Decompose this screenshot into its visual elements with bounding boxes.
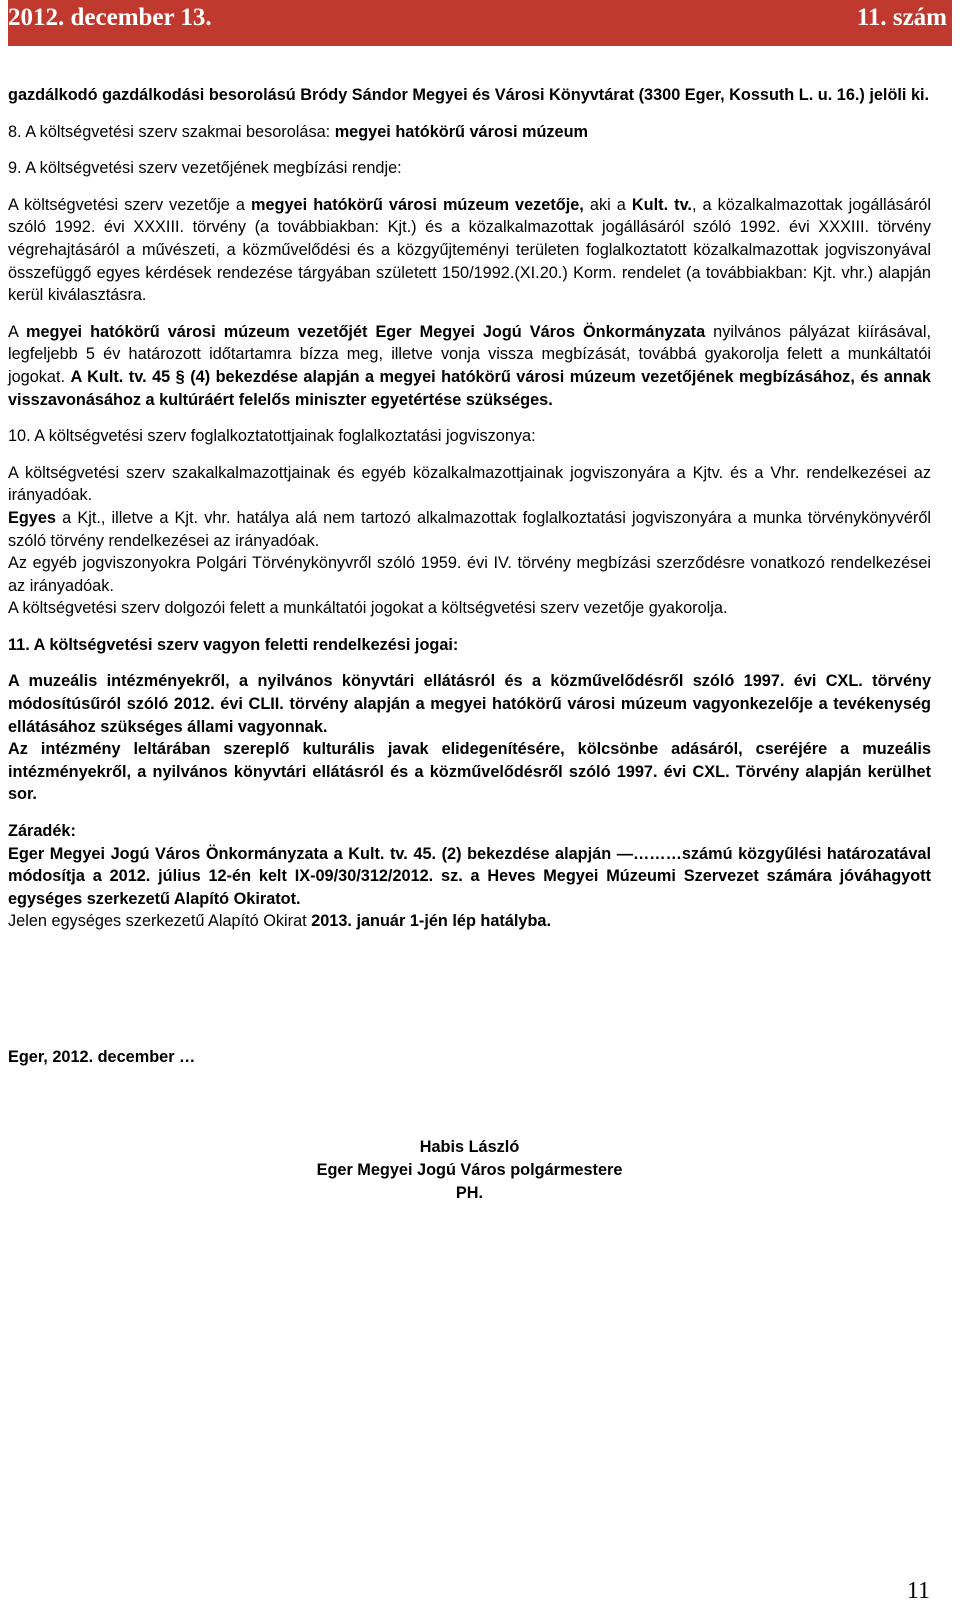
- text: A: [8, 322, 26, 341]
- page-number: 11: [906, 1578, 930, 1604]
- text: a Kjt., illetve a Kjt. vhr. hatálya alá nem tartozó alkalmazottak foglalkoztatási jogviszonyára a munka törvénykönyvéről szóló törvény rendelkezései az irányadóak.: [8, 508, 931, 550]
- header-date: 2012. december 13.: [8, 4, 212, 31]
- zaradek-paragraph-1: Eger Megyei Jogú Város Önkormányzata a Kult. tv. 45. (2) bekezdése alapján —………számú közgyűlési határozatával módosítja a 2012. július 12-én kelt IX-09/30/312/2012. sz. a Heves Megyei Múzeumi Szervezet számára jóváhagyott egységes szerkezetű Alapító Okiratot.: [8, 844, 931, 908]
- section-8-label: 8. A költségvetési szerv szakmai besorolása:: [8, 122, 335, 141]
- text: 2013. január 1-jén lép hatályba.: [311, 912, 551, 931]
- section-9-paragraph-2: [8, 321, 931, 411]
- text: Jelen egységes szerkezetű Alapító Okirat: [8, 912, 312, 931]
- zaradek-title: Záradék:: [8, 822, 76, 841]
- section-11-paragraph-2: Az intézmény leltárában szereplő kulturális javak elidegenítésére, kölcsönbe adásáról, cseréjére a muzeális intézményekről, a nyilvános könyvtári ellátásról és a közművelődésről szóló 1997. évi CXL. Törvény alapján kerülhet sor.: [8, 740, 931, 804]
- header-issue: 11. szám: [856, 4, 947, 31]
- page-header: [8, 0, 952, 46]
- text: nyilvános pályázat kiírásával, legfeljebb 5 év határozott időtartamra bízza meg, illetve vonja vissza megbízását, továbbá gyakorolja felett a munkáltatói jogokat.: [8, 322, 931, 386]
- section-10-paragraph-4: A költségvetési szerv dolgozói felett a munkáltatói jogokat a költségvetési szerv vezetője gyakorolja.: [8, 599, 728, 618]
- text: megyei hatókörű városi múzeum vezetőjét Eger Megyei Jogú Város Önkormányzata: [25, 322, 706, 341]
- section-11-paragraph-1: A muzeális intézményekről, a nyilvános könyvtári ellátásról és a közművelődésről szóló 1997. évi CXL. törvény módosítúsűról szóló 2012. évi CLII. törvény alapján a megyei hatókörű városi múzeum vagyonkezelője a tevékenység ellátásához szükséges állami vagyonnak.: [8, 672, 931, 736]
- section-10-paragraph-1: A költségvetési szerv szakalkalmazottjainak és egyéb közalkalmazottjainak jogviszonyára a Kjtv. és a Vhr. rendelkezései az irányadóak.: [8, 463, 931, 505]
- section-11-heading: 11. A költségvetési szerv vagyon feletti rendelkezési jogai:: [8, 635, 459, 654]
- section-8: [8, 121, 931, 144]
- text: Egyes: [8, 508, 56, 527]
- section-8-value: megyei hatókörű városi múzeum: [334, 122, 589, 141]
- section-10-paragraph-2: [8, 507, 931, 552]
- intro-paragraph: gazdálkodó gazdálkodási besorolású Bródy Sándor Megyei és Városi Könyvtárat (3300 Eger, Kossuth L. u. 16.) jelöli ki.: [8, 86, 930, 104]
- text: aki a: [583, 195, 632, 214]
- text: A költségvetési szerv vezetője a: [8, 195, 252, 214]
- zaradek-paragraph-2: [8, 910, 931, 933]
- place-date: Eger, 2012. december …: [8, 1047, 196, 1066]
- text: Kult. tv.: [631, 195, 692, 214]
- section-9-heading: 9. A költségvetési szerv vezetőjének megbízási rendje:: [8, 159, 402, 178]
- section-9-paragraph-1: [8, 194, 931, 307]
- signature-title: Eger Megyei Jogú Város polgármestere: [316, 1160, 623, 1179]
- section-10-heading: 10. A költségvetési szerv foglalkoztatottjainak foglalkoztatási jogviszonya:: [8, 427, 536, 446]
- document-body: [8, 84, 931, 1204]
- text: A Kult. tv. 45 § (4) bekezdése alapján a megyei hatókörű városi múzeum vezetőjének megbízásához, és annak visszavonásához a kultúráért felelős miniszter egyetértése szükséges.: [8, 367, 931, 409]
- text: megyei hatókörű városi múzeum vezetője,: [251, 195, 584, 214]
- text: , a közalkalmazottak jogállásáról szóló 1992. évi XXXIII. törvény (a továbbiakban: Kjt.) és a közalkalmazottak jogállásáról szóló 1992. évi XXXIII. törvény végrehajtásáról a művészeti, a közművelődési és a közgyűjteményi területen foglalkoztatott közalkalmazottak jogviszonyával összefüggő egyes kérdések rendezése tárgyában született 150/1992.(XI.20.) Korm. rendelet (a továbbiakban: Kjt. vhr.) alapján kerül kiválasztásra.: [8, 195, 931, 305]
- signature-ph: PH.: [455, 1183, 484, 1202]
- section-10-paragraph-3: Az egyéb jogviszonyokra Polgári Törvénykönyvről szóló 1959. évi IV. törvény megbízási szerződésre vonatkozó rendelkezései az irányadóak.: [8, 554, 931, 595]
- signature-name: Habis László: [419, 1138, 520, 1157]
